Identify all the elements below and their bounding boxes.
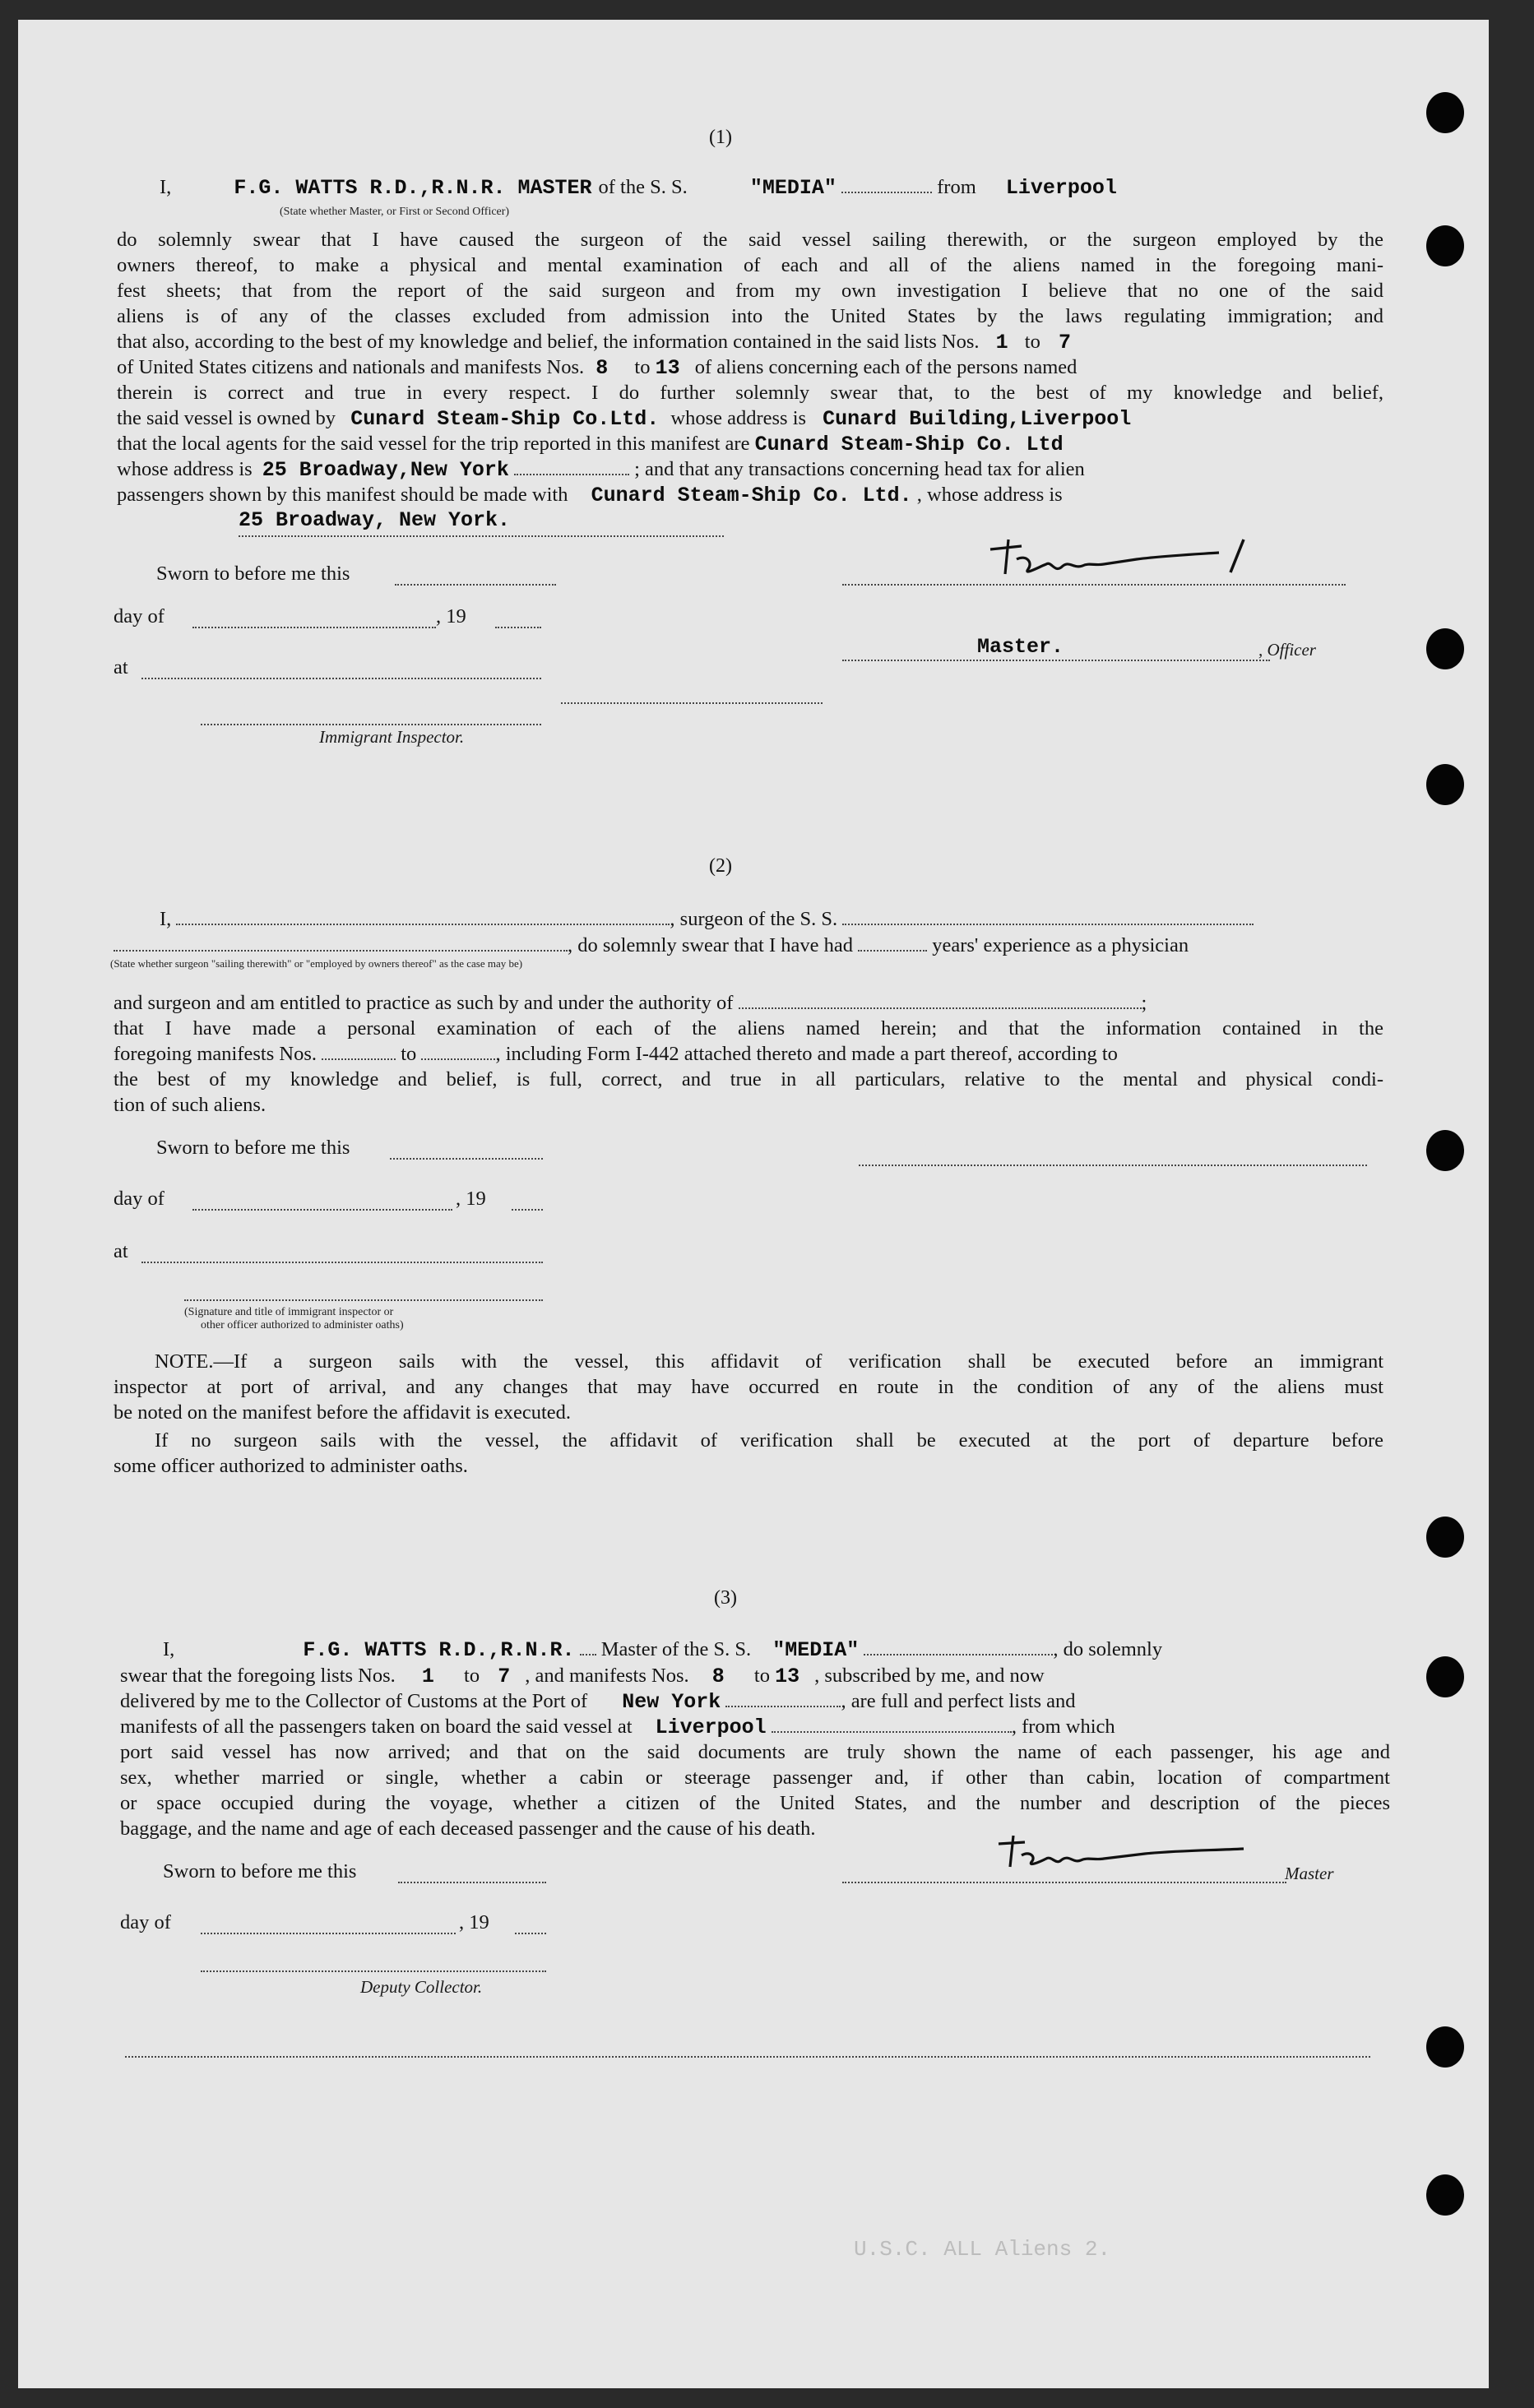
year-label-2: , 19 (456, 1188, 486, 1210)
punch-hole (1426, 628, 1464, 669)
headtax-address-row (239, 508, 510, 532)
manifest-oath-page (18, 20, 1489, 2388)
sworn-label: Sworn to before me this (156, 563, 350, 585)
lists-from: 1 (995, 331, 1008, 354)
officer-caption: , Officer (1258, 640, 1316, 660)
vessel-name-2: "MEDIA" (772, 1638, 860, 1662)
punch-hole (1426, 225, 1464, 266)
of-the-ss: of the S. S. (598, 176, 688, 198)
oath-body-line: do solemnly swear that I have caused the surgeon of the said vessel sailing therewith, or the surgeon employed by the (117, 229, 1383, 251)
surgeon-line: I, , surgeon of the S. S. (160, 908, 1254, 931)
section-3-departure-line: manifests of all the passengers taken on board the said vessel at Liverpool , from which (120, 1716, 1115, 1739)
surgeon-caption: (State whether surgeon "sailing therewith" or "employed by owners thereof" as the case may be) (110, 957, 523, 970)
oath-body-line: therein is correct and true in every respect. I do further solemnly swear that, to the best of my knowledge and belief, (117, 382, 1383, 404)
note-line: inspector at port of arrival, and any changes that may have occurred en route in the condition of any of the aliens must (114, 1376, 1383, 1398)
year-label-3: , 19 (459, 1911, 489, 1933)
headtax-party: Cunard Steam-Ship Co. Ltd. (591, 484, 912, 507)
note-line: be noted on the manifest before the affidavit is executed. (114, 1401, 572, 1424)
manifests-from: 8 (596, 356, 609, 380)
section-3-first-line: I, F.G. WATTS R.D.,R.N.R. Master of the S. S. "MEDIA" , do solemnly (163, 1638, 1163, 1662)
sworn-label-3: Sworn to before me this (163, 1860, 357, 1882)
arrival-port: New York (622, 1690, 721, 1714)
oath-body-line: aliens is of any of the classes excluded from admission into the United States by the laws regulating immigration; and (117, 305, 1383, 327)
year-label: , 19 (436, 605, 466, 627)
punch-hole (1426, 764, 1464, 805)
owner-line: the said vessel is owned by Cunard Steam-Ship Co.Ltd. whose address is Cunard Building,Liverpool (117, 407, 1132, 431)
day-of-label-2: day of (114, 1188, 165, 1210)
bottom-rule (125, 2056, 1370, 2058)
from-port: Liverpool (1005, 176, 1117, 200)
lists-to: 7 (1058, 331, 1071, 354)
day-of-label-3: day of (120, 1911, 171, 1933)
manifests-to-2: 13 (775, 1665, 800, 1688)
note-line: NOTE.—If a surgeon sails with the vessel, this affidavit of verification shall be executed before an immigrant (155, 1350, 1383, 1373)
footer-stamp: U.S.C. ALL Aliens 2. (854, 2237, 1111, 2262)
vessel-name: "MEDIA" (749, 176, 837, 200)
master-name-2: F.G. WATTS R.D.,R.N.R. (303, 1638, 575, 1662)
headtax-line: passengers shown by this manifest should be made with Cunard Steam-Ship Co. Ltd. , whose address is (117, 484, 1063, 507)
inspector-sig-caption-1: (Signature and title of immigrant inspector or (184, 1306, 394, 1318)
punch-hole (1426, 1517, 1464, 1558)
departure-port: Liverpool (655, 1716, 767, 1739)
surgeon-body-line: that I have made a personal examination of each of the aliens named herein; and that the information contained in the (114, 1017, 1383, 1040)
master-signature (972, 526, 1268, 584)
oath-body-line: owners thereof, to make a physical and mental examination of each and all of the aliens named in the foregoing mani- (117, 254, 1383, 276)
owner-name: Cunard Steam-Ship Co.Ltd. (350, 407, 660, 431)
punch-hole (1426, 2026, 1464, 2068)
punch-hole (1426, 2174, 1464, 2216)
agents-address-line: whose address is 25 Broadway,New York ; and that any transactions concerning head tax for alien (117, 458, 1085, 482)
section-3-number: (3) (714, 1587, 737, 1609)
inspector-sig-caption-2: other officer authorized to administer oaths) (201, 1319, 404, 1331)
rank-caption: (State whether Master, or First or Second Officer) (280, 206, 510, 218)
agents-line: that the local agents for the said vessel for the trip reported in this manifest are Cunard Steam-Ship Co. Ltd (117, 433, 1064, 456)
punch-hole (1426, 92, 1464, 133)
collector-caption: Deputy Collector. (360, 1977, 483, 1997)
section-1-first-line: I, F.G. WATTS R.D.,R.N.R. MASTER of the S. S. "MEDIA" from Liverpool (160, 176, 1117, 200)
agents-address: 25 Broadway,New York (262, 458, 509, 482)
sworn-label-2: Sworn to before me this (156, 1137, 350, 1159)
section-2-number: (2) (709, 855, 732, 877)
section-3-body-line: or space occupied during the voyage, whether a citizen of the United States, and the number and description of the pieces (120, 1792, 1390, 1814)
day-of-label: day of (114, 605, 165, 627)
owner-address: Cunard Building,Liverpool (823, 407, 1132, 431)
oath-lists-line: that also, according to the best of my knowledge and belief, the information contained in the said lists Nos. 1 to 7 (117, 331, 1071, 354)
officer-title: Master. (977, 635, 1064, 659)
section-3-body-line: baggage, and the name and age of each deceased passenger and the cause of his death. (120, 1818, 816, 1840)
at-label-2: at (114, 1240, 128, 1262)
section-3-lists-line: swear that the foregoing lists Nos. 1 to 7 , and manifests Nos. 8 to 13 , subscribed by me, and now (120, 1665, 1045, 1688)
section-3-port-line: delivered by me to the Collector of Customs at the Port of New York , are full and perfect lists and (120, 1690, 1076, 1714)
manifests-to: 13 (655, 356, 680, 380)
oath-body-line: fest sheets; that from the report of the said surgeon and from my own investigation I believe that no one of the said (117, 280, 1383, 302)
manifests-from-2: 8 (711, 1665, 725, 1688)
agents-name: Cunard Steam-Ship Co. Ltd (754, 433, 1064, 456)
note-line: If no surgeon sails with the vessel, the affidavit of verification shall be executed at the port of departure before (155, 1429, 1383, 1452)
section-3-body-line: sex, whether married or single, whether a cabin or steerage passenger and, if other than cabin, location of compartment (120, 1767, 1390, 1789)
at-label: at (114, 656, 128, 678)
surgeon-body-line: tion of such aliens. (114, 1094, 266, 1116)
surgeon-manifests-line: foregoing manifests Nos. to , including Form I-442 attached thereto and made a part thereof, according to (114, 1043, 1118, 1065)
punch-hole (1426, 1656, 1464, 1697)
punch-hole (1426, 1130, 1464, 1171)
inspector-caption: Immigrant Inspector. (319, 727, 465, 747)
section-3-body-line: port said vessel has now arrived; and that on the said documents are truly shown the name of each passenger, his age and (120, 1741, 1390, 1763)
section-1-number: (1) (709, 127, 732, 148)
master-signature-2 (980, 1826, 1260, 1875)
oath-manifests-line: of United States citizens and nationals and manifests Nos. 8 to 13 of aliens concerning each of the persons named (117, 356, 1078, 380)
surgeon-experience-line: , do solemnly swear that I have had years' experience as a physician (114, 933, 1383, 958)
surgeon-body-line: the best of my knowledge and belief, is full, correct, and true in all particulars, relative to the mental and physical condi- (114, 1068, 1383, 1091)
master-name: F.G. WATTS R.D.,R.N.R. MASTER (234, 176, 592, 200)
authority-line: and surgeon and am entitled to practice as such by and under the authority of ; (114, 992, 1147, 1014)
note-line: some officer authorized to administer oaths. (114, 1455, 468, 1477)
lists-to-2: 7 (498, 1665, 511, 1688)
headtax-address: 25 Broadway, New York. (239, 508, 511, 532)
lists-from-2: 1 (421, 1665, 434, 1688)
master-caption: Master (1285, 1864, 1334, 1883)
